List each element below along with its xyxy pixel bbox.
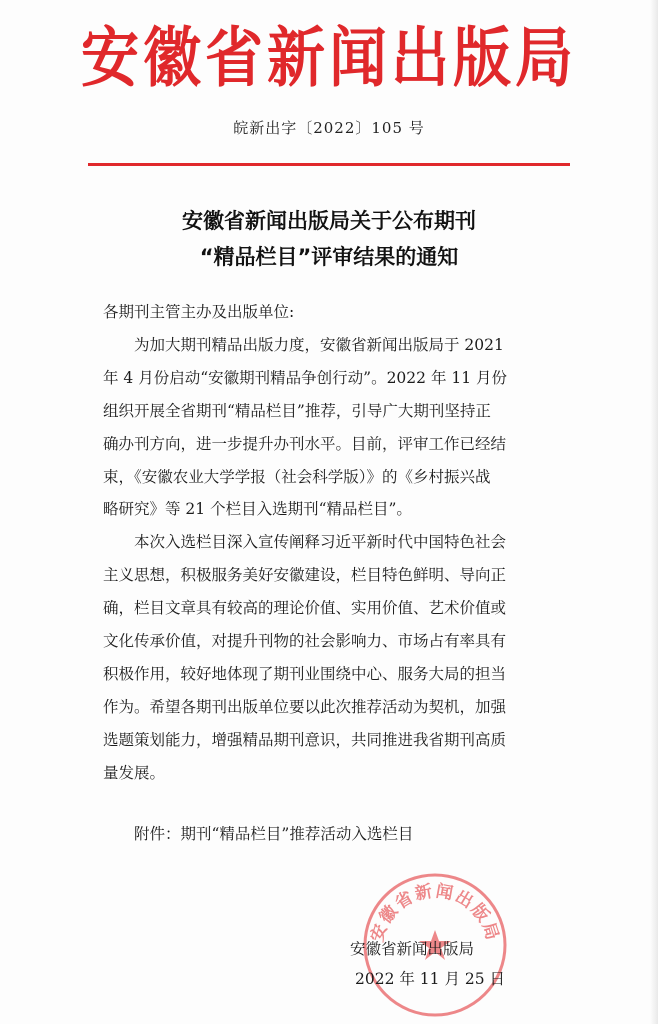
- notice-title-line1: 安徽省新闻出版局关于公布期刊: [182, 209, 476, 233]
- paragraph1-line: 年 4 月份启动“安徽期刊精品争创行动”。2022 年 11 月份: [103, 369, 508, 387]
- paragraph2-line: 量发展。: [103, 764, 166, 782]
- paragraph2-line: 本次入选栏目深入宣传阐释习近平新时代中国特色社会: [134, 533, 507, 551]
- paragraph2-line: 选题策划能力，增强精品期刊意识，共同推进我省期刊高质: [103, 731, 507, 749]
- red-header-rule: [88, 163, 570, 166]
- salutation: 各期刊主管主办及出版单位:: [103, 303, 295, 321]
- document-number: 皖新出字〔2022〕105 号: [233, 119, 425, 137]
- paragraph2-line: 积极作用，较好地体现了期刊业围绕中心、服务大局的担当: [103, 665, 507, 683]
- agency-header-title: 安徽省新闻出版局: [80, 19, 577, 96]
- paragraph1-line: 为加大期刊精品出版力度，安徽省新闻出版局于 2021: [134, 336, 504, 354]
- paragraph1-line: 组织开展全省期刊“精品栏目”推荐，引导广大期刊坚持正: [103, 402, 491, 420]
- issue-date: 2022 年 11 月 25 日: [355, 970, 506, 988]
- paragraph2-line: 文化传承价值，对提升刊物的社会影响力、市场占有率具有: [103, 632, 507, 650]
- attachment-note: 附件：期刊“精品栏目”推荐活动入选栏目: [134, 825, 414, 843]
- paragraph1-line: 确办刊方向，进一步提升办刊水平。目前，评审工作已经结: [103, 435, 507, 453]
- paragraph2-line: 确，栏目文章具有较高的理论价值、实用价值、艺术价值或: [103, 599, 507, 617]
- issuer-signature: 安徽省新闻出版局: [350, 940, 475, 958]
- seal-text: 安徽省新闻出版局: [367, 881, 503, 945]
- paragraph1-line: 束，《安徽农业大学学报（社会科学版）》的《乡村振兴战: [103, 468, 491, 486]
- paragraph1-line: 略研究》等 21 个栏目入选期刊“精品栏目”。: [103, 500, 412, 518]
- notice-title-line2: “精品栏目”评审结果的通知: [199, 245, 459, 269]
- paragraph2-line: 主义思想，积极服务美好安徽建设，栏目特色鲜明、导向正: [103, 566, 507, 584]
- paragraph2-line: 作为。希望各期刊出版单位要以此次推荐活动为契机，加强: [103, 698, 507, 716]
- scan-edge-shadow: [650, 0, 658, 1024]
